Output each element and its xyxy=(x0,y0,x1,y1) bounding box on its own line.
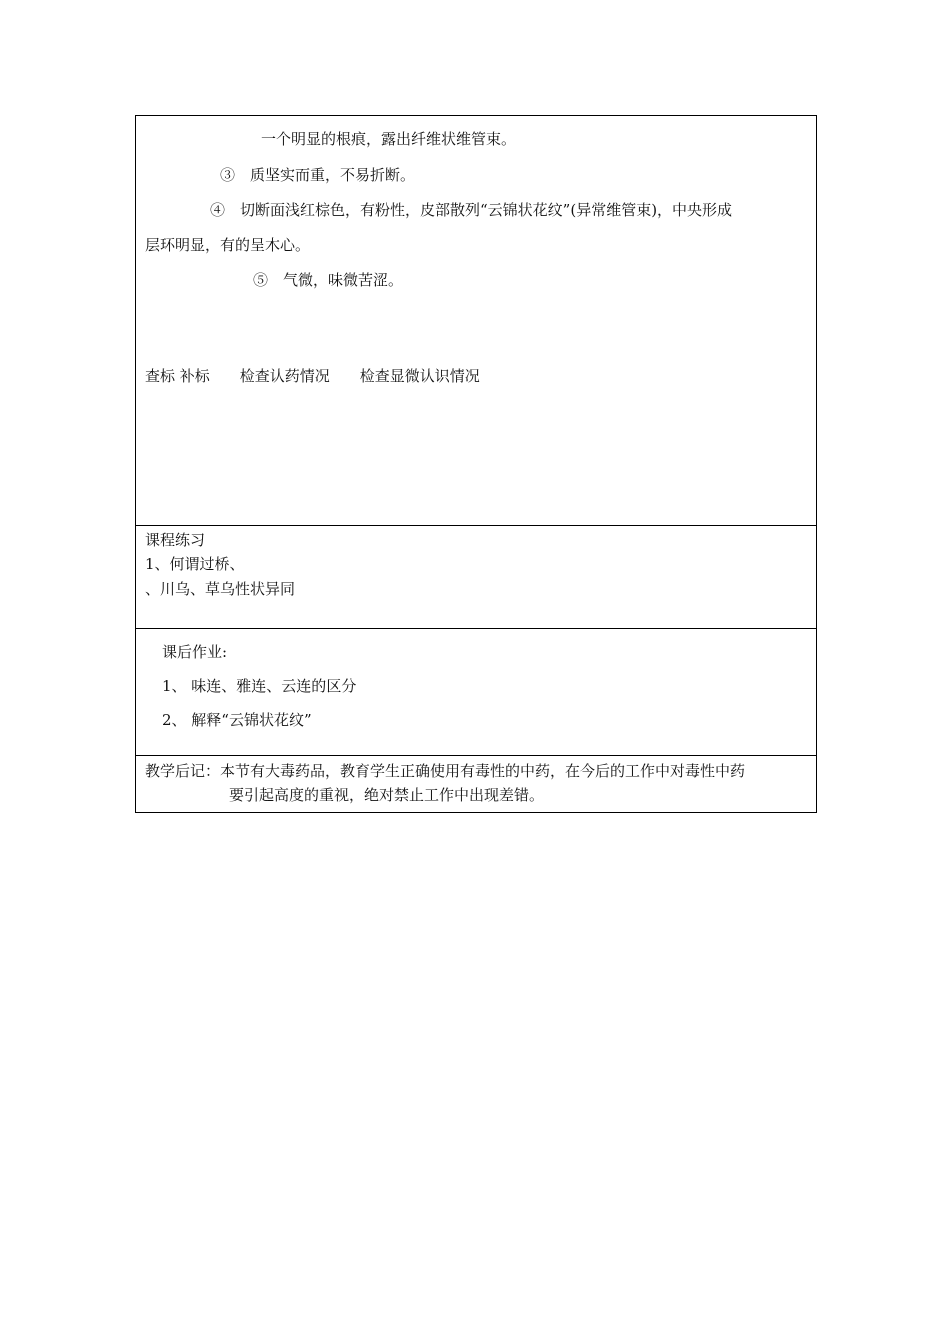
homework-item-1: 1、 味连、雅连、云连的区分 xyxy=(162,677,357,695)
homework-cell xyxy=(136,629,816,756)
exercise-item-1: 1、何谓过桥、 xyxy=(145,555,245,573)
lesson-table xyxy=(135,115,817,813)
body-line-5: ⑤ 气微，味微苦涩。 xyxy=(253,271,404,289)
body-line-4: 层环明显，有的呈木心。 xyxy=(145,236,311,254)
exercise-cell xyxy=(136,526,816,629)
exercise-item-2: 、川乌、草乌性状异同 xyxy=(145,580,296,598)
homework-item-2: 2、 解释“云锦状花纹” xyxy=(162,711,312,729)
body-line-2: ③ 质坚实而重，不易折断。 xyxy=(220,166,416,184)
homework-title: 课后作业: xyxy=(162,643,228,661)
body-line-1: 一个明显的根痕，露出纤维状维管束。 xyxy=(261,130,517,148)
notes-cell xyxy=(136,756,816,812)
body-line-3: ④ 切断面浅红棕色，有粉性，皮部散列“云锦状花纹”(异常维管束)，中央形成 xyxy=(210,201,733,219)
content-cell xyxy=(136,116,816,526)
exercise-title: 课程练习 xyxy=(145,531,206,549)
notes-line-2: 要引起高度的重视，绝对禁止工作中出现差错。 xyxy=(229,786,545,804)
notes-line-1: 教学后记：本节有大毒药品，教育学生正确使用有毒性的中药，在今后的工作中对毒性中药 xyxy=(145,762,746,780)
check-line: 查标 补标 检查认药情况 检查显微认识情况 xyxy=(145,367,480,385)
